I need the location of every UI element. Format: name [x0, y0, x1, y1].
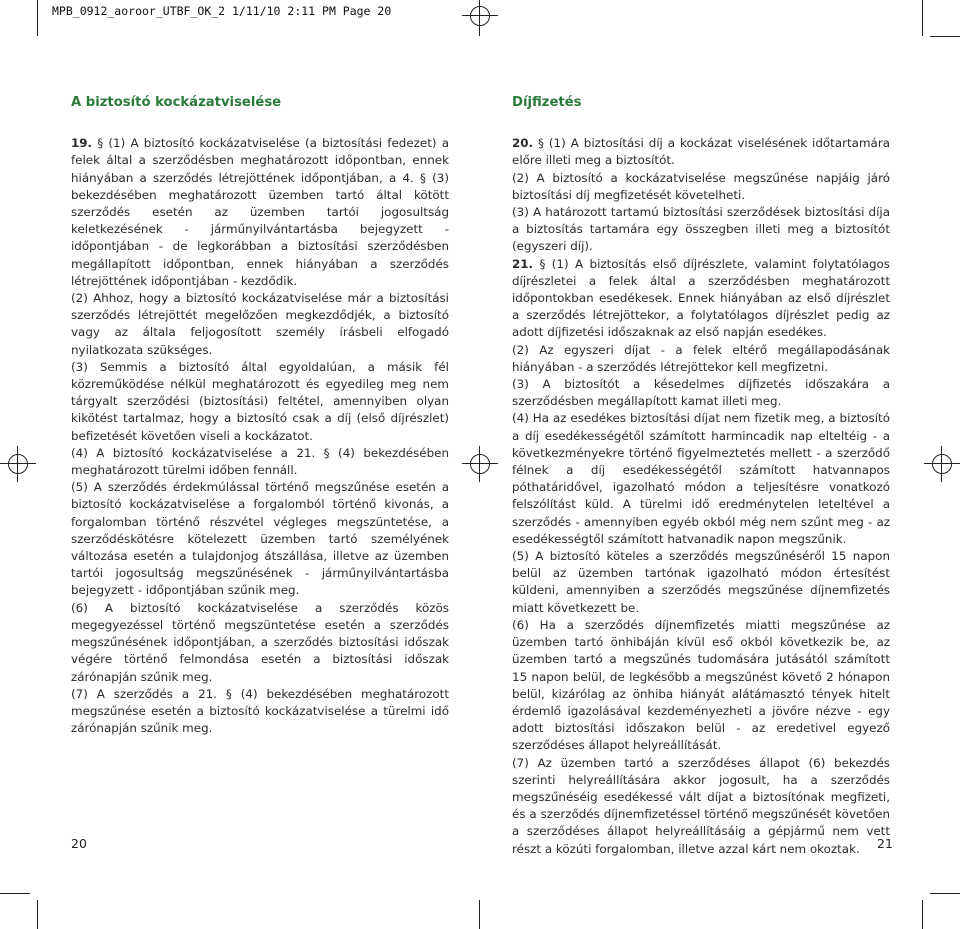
crop-mark-top-right [922, 0, 923, 36]
paragraph-text: (2) Ahhoz, hogy a biztosító kockázatviselése már a biztosítási szerződés létrejöttét megelőzően megkezdődjék, a biztosító vagy az általa feljogosított személy írásbeli elfogadó nyilatkozata szükséges. [71, 291, 449, 357]
paragraph-text: (6) A biztosító kockázatviselése a szerződés közös megegyezéssel történő megszüntetése esetén a szerződés megszűnésének időpontjában, a szerződés biztosítási időszak végére történő felmondása esetén a biztosítási időszak zárónapján szűnik meg. [71, 600, 449, 684]
paragraph-text: § (1) A biztosítás első díjrészlete, valamint folytatólagos díjrészletei a felek által a szerződésben meghatározott időpontokban esedékesek. Ennek hiányában az első díjrészlet a szerződés létrejöttekor, a folytatólagos díjrészlet pedig az adott díjfizetési időszaknak az első napján esedékes. [512, 256, 890, 340]
paragraph-text: § (1) A biztosítási díj a kockázat viselésének időtartamára előre illeti meg a biztosítót. [512, 136, 891, 168]
paragraph-text: (3) A határozott tartamú biztosítási szerződések biztosítási díja a biztosítás tartamára egy összegben illeti meg a biztosítót (egyszeri díj). [512, 205, 890, 254]
section-number: 19. [71, 136, 93, 151]
left-column [71, 94, 449, 737]
paragraph [512, 410, 890, 548]
section-heading-right: Díjfizetés [512, 95, 582, 110]
paragraph [71, 445, 449, 479]
paragraph [512, 135, 890, 169]
paragraph [71, 479, 449, 599]
paragraph [512, 342, 890, 376]
paragraph [512, 376, 890, 410]
page-number-right: 21 [877, 836, 893, 851]
paragraph-text: (3) Semmis a biztosító által egyoldalúan, a másik fél közreműködése nélkül meghatározott és egyedileg meg nem tárgyalt szerződési (biztosítási) feltétel, amennyiben olyan kikötést tartalmaz, hogy a biztosító csak a díj (első díjrészlet) befizetését követően viseli a kockázatot. [71, 359, 449, 443]
paragraph [512, 256, 890, 342]
crop-mark-bottom-left-h [0, 893, 30, 894]
paragraph-text: (2) A biztosító a kockázatviselése megszűnése napjáig járó biztosítási díj megfizetését követelheti. [512, 170, 890, 202]
section-number: 21. [512, 256, 534, 271]
paragraph [512, 755, 890, 858]
paragraph [512, 617, 890, 755]
paragraph-text: (5) A szerződés érdekmúlással történő megszűnése esetén a biztosító kockázatviselése a forgalomból történő kivonás, a forgalomban történő részvétel végleges megszüntetése, a szerződéskötésre kötelezett üzemben tartó személyének változása esetén a tulajdonjog átszállása, illetve az üzemben tartói jogosultság megszűnésének - járműnyilvántartásba bejegyzett - időpontjában szűnik meg. [71, 480, 449, 598]
registration-mark-left [0, 446, 36, 482]
paragraph-text: (4) Ha az esedékes biztosítási díjat nem fizetik meg, a biztosító a díj esedékességétől számított harmincadik nap elteltéig - a következményekre történő figyelmeztetés mellett - a szerződő félnek a díj esedékességétől számított hatvannapos póthatáridővel, igazolható módon a teljesítésre vonatkozó felszólítást küld. A türelmi idő eredménytelen leteltével a szerződés - amennyiben egyéb okból még nem szűnt meg - az esedékességtől számított hatvanadik napon megszűnik. [512, 411, 890, 546]
paragraph [71, 359, 449, 445]
paragraph [512, 170, 890, 204]
print-slug: MPB_0912_aoroor_UTBF_OK_2 1/11/10 2:11 PM Page 20 [52, 4, 392, 18]
crop-mark-bottom-right-h [930, 893, 960, 894]
right-column [512, 94, 890, 858]
paragraph [71, 290, 449, 359]
paragraph [71, 600, 449, 686]
paragraph-text: (7) Az üzemben tartó a szerződéses állapot (6) bekezdés szerinti helyreállítására akkor jogosult, ha a szerződés megszűnéséig esedékessé vált díjat a biztosítónak megfizeti, és a szerződés díjnemfizetéssel történő megszűnését követően a szerződéses állapot helyreállításáig a gépjármű nem vett részt a közúti forgalomban, illetve azzal kárt nem okoztak. [512, 755, 890, 856]
page-number-left: 20 [71, 836, 87, 851]
paragraph-text: § (1) A biztosító kockázatviselése (a biztosítási fedezet) a felek által a szerződésben meghatározott időpontban, ennek hiányában a szerződés létrejöttének időpontjában, a 4. § (3) bekezdésében meghatározott üzemben tartó által kötött szerződés esetén az üzemben tartói jogosultság keletkezésének - járműnyilvántartásba bejegyzett - időpontjában - de legkorábban a biztosítási szerződésben megállapított időpontban, ennek hiányában a szerződés létrejöttének időpontjában - kezdődik. [71, 136, 450, 288]
section-heading-left: A biztosító kockázatviselése [71, 95, 282, 110]
left-paragraphs [71, 135, 449, 737]
paragraph-text: (2) Az egyszeri díjat - a felek eltérő megállapodásának hiányában - a szerződés létrejöttekor kell megfizetni. [512, 342, 890, 374]
paragraph-text: (4) A biztosító kockázatviselése a 21. § (4) bekezdésében meghatározott türelmi időben fennáll. [71, 445, 449, 478]
registration-mark-right [924, 446, 960, 482]
section-number: 20. [512, 136, 534, 151]
registration-mark-center [462, 446, 498, 482]
paragraph-text: (3) A biztosítót a késedelmes díjfizetés időszakára a szerződésben megállapított kamat illeti meg. [512, 377, 890, 409]
crop-mark-bottom-left [37, 900, 38, 929]
paragraph [71, 686, 449, 738]
paragraph [71, 135, 449, 290]
crop-mark-top-left [37, 0, 38, 36]
crop-mark-bottom-right [922, 900, 923, 929]
crop-mark-bottom-center [479, 900, 480, 929]
crop-mark-top-right-h [930, 36, 960, 37]
paragraph-text: (5) A biztosító köteles a szerződés megszűnéséről 15 napon belül az üzemben tartónak igazolható módon értesítést küldeni, amennyiben a szerződés megszűnése díjnemfizetés miatt következett be. [512, 549, 890, 615]
registration-mark-top [462, 0, 498, 36]
paragraph [512, 204, 890, 256]
right-paragraphs [512, 135, 890, 858]
paragraph-text: (6) Ha a szerződés díjnemfizetés miatti megszűnése az üzemben tartó önhibáján kívül eső okból következik be, az üzemben tartó a megszűnés tudomására jutásától számított 15 napon belül, de legkésőbb a megszűnést követő 2 hónapon belül, kizárólag az önhiba hiányát alátámasztó tények hitelt érdemlő igazolásával kezdeményezheti a jövőre nézve - egy adott biztosítási időszakon belül - az eredetivel egyező szerződéses állapot helyreállítását. [512, 617, 890, 753]
paragraph [512, 548, 890, 617]
paragraph-text: (7) A szerződés a 21. § (4) bekezdésében meghatározott megszűnése esetén a biztosító kockázatviselése a türelmi idő zárónapján szűnik meg. [71, 686, 449, 736]
